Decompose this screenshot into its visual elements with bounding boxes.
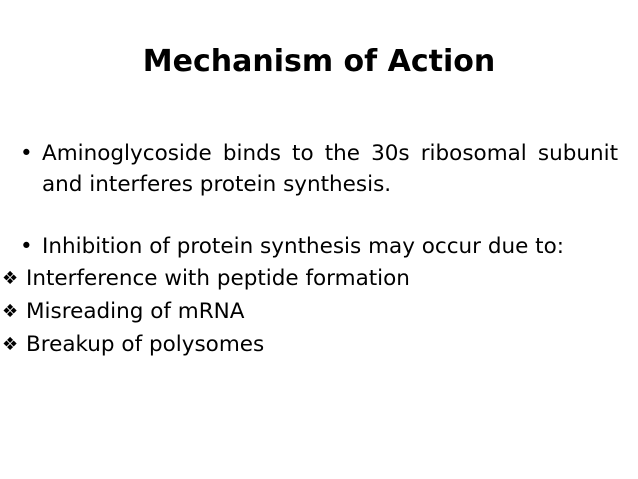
bullet-item: [20, 231, 618, 262]
slide-body: [2, 138, 618, 361]
sub-point: [0, 262, 598, 295]
sub-point-text: Misreading of mRNA: [26, 299, 245, 324]
spacer: [20, 200, 618, 231]
diamond-bullet-icon: ❖: [2, 301, 19, 322]
bullet-dot-icon: •: [20, 141, 33, 166]
sub-point: [0, 295, 598, 328]
slide-title: Mechanism of Action: [142, 44, 496, 79]
bullet-dot-icon: •: [20, 234, 33, 259]
sub-point-text: Interference with peptide formation: [26, 266, 410, 291]
bullet-text: Inhibition of protein synthesis may occur due to:: [42, 234, 565, 259]
sub-point-text: Breakup of polysomes: [26, 332, 265, 357]
sub-point: [0, 328, 598, 361]
diamond-bullet-icon: ❖: [2, 268, 19, 289]
diamond-bullet-icon: ❖: [2, 334, 19, 355]
bullet-item: [20, 138, 618, 200]
bullet-text: Aminoglycoside binds to the 30s ribosomal subunit and interferes protein synthesis.: [42, 141, 618, 197]
